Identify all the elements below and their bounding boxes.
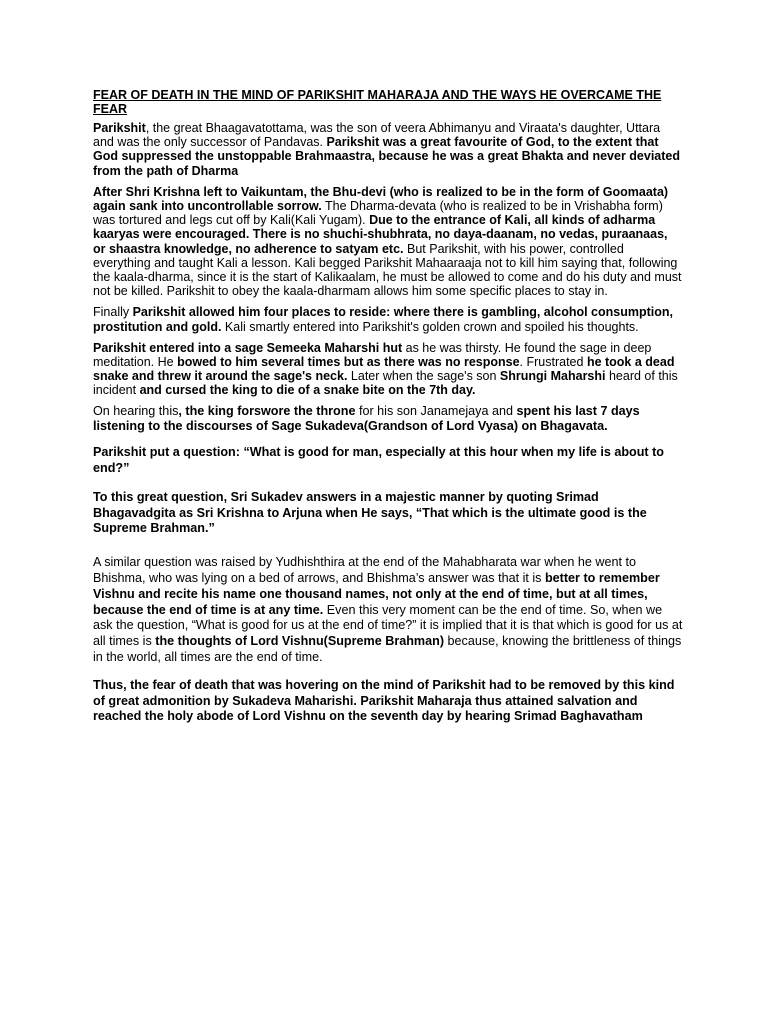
document-title: FEAR OF DEATH IN THE MIND OF PARIKSHIT MAHARAJA AND THE WAYS HE OVERCAME THE FEAR xyxy=(93,88,662,116)
document-page xyxy=(93,88,683,725)
paragraph-4-run-2: as he was thirsty. He found the sage in deep meditation. He xyxy=(93,340,652,370)
paragraph-8-run-5: because, knowing the brittleness of things in the world, all times are the end of time. xyxy=(93,634,682,665)
paragraph-4-run-7: Shrungi Maharshi xyxy=(499,369,606,384)
paragraph-4-run-4: . Frustrated xyxy=(519,355,587,370)
paragraph-4-run-3: bowed to him several times but as there was no response xyxy=(177,355,520,370)
paragraph-3-run-3: Kali smartly entered into Parikshit's golden crown and spoiled his thoughts. xyxy=(221,319,639,334)
paragraph-4-run-5: he took a dead snake and threw it around the sage's neck. xyxy=(93,355,675,384)
paragraph-9 xyxy=(93,678,683,725)
paragraph-3 xyxy=(93,305,683,333)
paragraph-2-run-1: After Shri Krishna left to Vaikuntam, the Bhu-devi (who is realized to be in the form of Goomaata) again sank into uncontrollable sorrow. xyxy=(93,184,669,214)
paragraph-3-run-1: Finally xyxy=(93,305,133,320)
paragraph-7-run-1: To this great question, Sri Sukadev answers in a majestic manner by quoting Srimad Bhagavadgita as Sri Krishna to Arjuna when He says, “That which is the ultimate good is the Supreme Brahman.” xyxy=(93,489,647,536)
paragraph-8-run-2: better to remember Vishnu and recite his name one thousand names, not only at the end of time, but at all times, because the end of time is at any time. xyxy=(93,571,660,617)
paragraph-5-run-2: , the king forswore the throne xyxy=(178,403,356,418)
paragraph-1 xyxy=(93,121,683,178)
paragraph-1-run-1: Parikshit xyxy=(93,121,146,135)
paragraph-5-run-1: On hearing this xyxy=(93,403,179,418)
paragraph-4 xyxy=(93,341,683,398)
paragraph-2 xyxy=(93,185,683,299)
paragraph-6 xyxy=(93,445,683,477)
paragraph-8-run-4: the thoughts of Lord Vishnu(Supreme Brahman) xyxy=(155,634,445,649)
paragraph-4-run-9: and cursed the king to die of a snake bite on the 7th day. xyxy=(139,383,476,398)
paragraph-4-run-1: Parikshit entered into a sage Semeeka Maharshi hut xyxy=(93,340,403,355)
paragraph-1-run-2: , the great Bhaagavatottama, was the son of veera Abhimanyu and Viraata's daughter, Uttara and was the only successor of Pandavas. xyxy=(93,121,661,150)
paragraph-5 xyxy=(93,404,683,436)
paragraph-7 xyxy=(93,490,683,537)
paragraph-2-run-3: Due to the entrance of Kali, all kinds of adharma kaaryas were encouraged. There is no shuchi-shubhrata, no daya-daanam, no vedas, puraanaas, or shaastra knowledge, no adherence to satyam etc. xyxy=(93,213,668,256)
paragraph-4-run-8: heard of this incident xyxy=(93,369,678,398)
paragraph-2-run-4: But Parikshit, with his power, controlled everything and taught Kali a lesson. Kali begged Parikshit Mahaaraaja not to kill him saying that, following the kaala-dharma, since it is the start of Kalikaalam, he must be allowed to come and do his duty and must not be killed. Parikshit to obey the kaala-dharmam allows him some specific places to stay in. xyxy=(93,241,682,299)
paragraph-2-run-2: The Dharma-devata (who is realized to be in Vrishabha form) was tortured and legs cut off by Kali(Kali Yugam). xyxy=(93,199,663,228)
paragraph-8-run-1: A similar question was raised by Yudhishthira at the end of the Mahabharata war when he went to Bhishma, who was lying on a bed of arrows, and Bhishma’s answer was that it is xyxy=(93,555,637,586)
paragraph-8 xyxy=(93,555,683,666)
paragraph-4-run-6: Later when the sage's son xyxy=(347,369,500,384)
paragraph-5-run-4: spent his last 7 days listening to the discourses of Sage Sukadeva(Grandson of Lord Vyasa) on Bhagavata. xyxy=(93,403,640,434)
paragraph-9-run-1: Thus, the fear of death that was hovering on the mind of Parikshit had to be removed by this kind of great admonition by Sukadeva Maharishi. Parikshit Maharaja thus attained salvation and reached the holy abode of Lord Vishnu on the seventh day by hearing Srimad Baghavatham xyxy=(93,677,675,724)
paragraph-5-run-3: for his son Janamejaya and xyxy=(355,403,517,418)
paragraph-8-run-3: Even this very moment can be the end of time. So, when we ask the question, “What is good for us at the end of time?” it is implied that it is that which is good for us at all times is xyxy=(93,602,683,649)
paragraph-1-run-3: Parikshit was a great favourite of God, to the extent that God suppressed the unstoppable Brahmaastra, because he was a great Bhakta and never deviated from the path of Dharma xyxy=(93,135,680,178)
paragraph-3-run-2: Parikshit allowed him four places to reside: where there is gambling, alcohol consumption, prostitution and gold. xyxy=(93,305,673,334)
paragraph-6-run-1: Parikshit put a question: “What is good for man, especially at this hour when my life is about to end?” xyxy=(93,445,664,476)
